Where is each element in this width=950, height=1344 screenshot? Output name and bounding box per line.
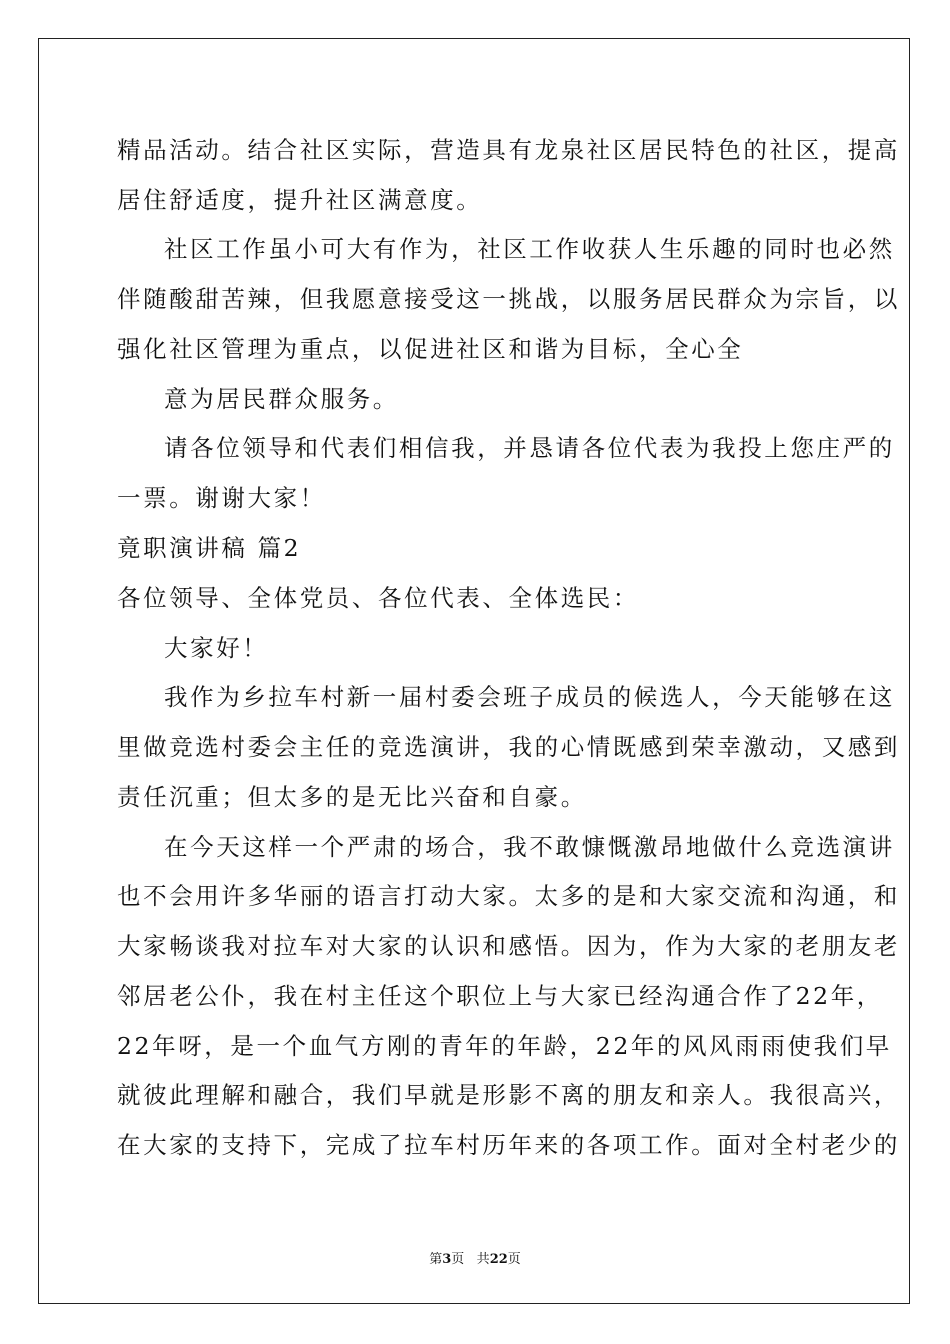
body-line-7: 请各位领导和代表们相信我，并恳请各位代表为我投上您庄严的 — [164, 434, 895, 462]
body-line-8: 一票。谢谢大家！ — [117, 484, 326, 512]
page-border — [38, 38, 910, 1304]
salutation: 各位领导、全体党员、各位代表、全体选民： — [117, 584, 639, 612]
body-line-6: 意为居民群众服务。 — [164, 385, 399, 413]
body-line-21: 在大家的支持下，完成了拉车村历年来的各项工作。面对全村老少的 — [117, 1131, 900, 1159]
footer-page-unit: 页 — [451, 1252, 465, 1267]
body-line-19: 22年呀，是一个血气方刚的青年的年龄，22年的风风雨雨使我们早 — [117, 1032, 892, 1060]
body-line-1: 精品活动。结合社区实际，营造具有龙泉社区居民特色的社区，提高 — [117, 136, 900, 164]
greeting: 大家好！ — [164, 634, 269, 662]
body-line-15: 在今天这样一个严肃的场合，我不敢慷慨激昂地做什么竞选演讲 — [164, 833, 895, 861]
footer-total-unit: 页 — [507, 1252, 521, 1267]
body-line-17: 大家畅谈我对拉车对大家的认识和感悟。因为，作为大家的老朋友老 — [117, 932, 900, 960]
page-footer — [0, 1248, 950, 1267]
body-line-20: 就彼此理解和融合，我们早就是形影不离的朋友和亲人。我很高兴， — [117, 1081, 900, 1109]
body-line-4: 伴随酸甜苦辣，但我愿意接受这一挑战，以服务居民群众为宗旨，以 — [117, 285, 900, 313]
body-line-13: 里做竞选村委会主任的竞选演讲，我的心情既感到荣幸激动，又感到 — [117, 733, 900, 761]
footer-page-number: 3 — [442, 1252, 452, 1267]
footer-prefix: 第 — [429, 1252, 443, 1267]
body-line-12: 我作为乡拉车村新一届村委会班子成员的候选人，今天能够在这 — [164, 683, 895, 711]
footer-total-pages: 22 — [489, 1252, 508, 1267]
body-line-2: 居住舒适度，提升社区满意度。 — [117, 186, 483, 214]
body-line-14: 责任沉重；但太多的是无比兴奋和自豪。 — [117, 783, 587, 811]
body-line-16: 也不会用许多华丽的语言打动大家。太多的是和大家交流和沟通，和 — [117, 882, 900, 910]
section-heading: 竟职演讲稿 篇2 — [117, 534, 302, 562]
body-line-18: 邻居老公仆，我在村主任这个职位上与大家已经沟通合作了22年， — [117, 982, 883, 1010]
body-line-3: 社区工作虽小可大有作为，社区工作收获人生乐趣的同时也必然 — [164, 235, 895, 263]
body-line-5: 强化社区管理为重点，以促进社区和谐为目标，全心全 — [117, 335, 744, 363]
footer-total-prefix: 共 — [476, 1252, 490, 1267]
